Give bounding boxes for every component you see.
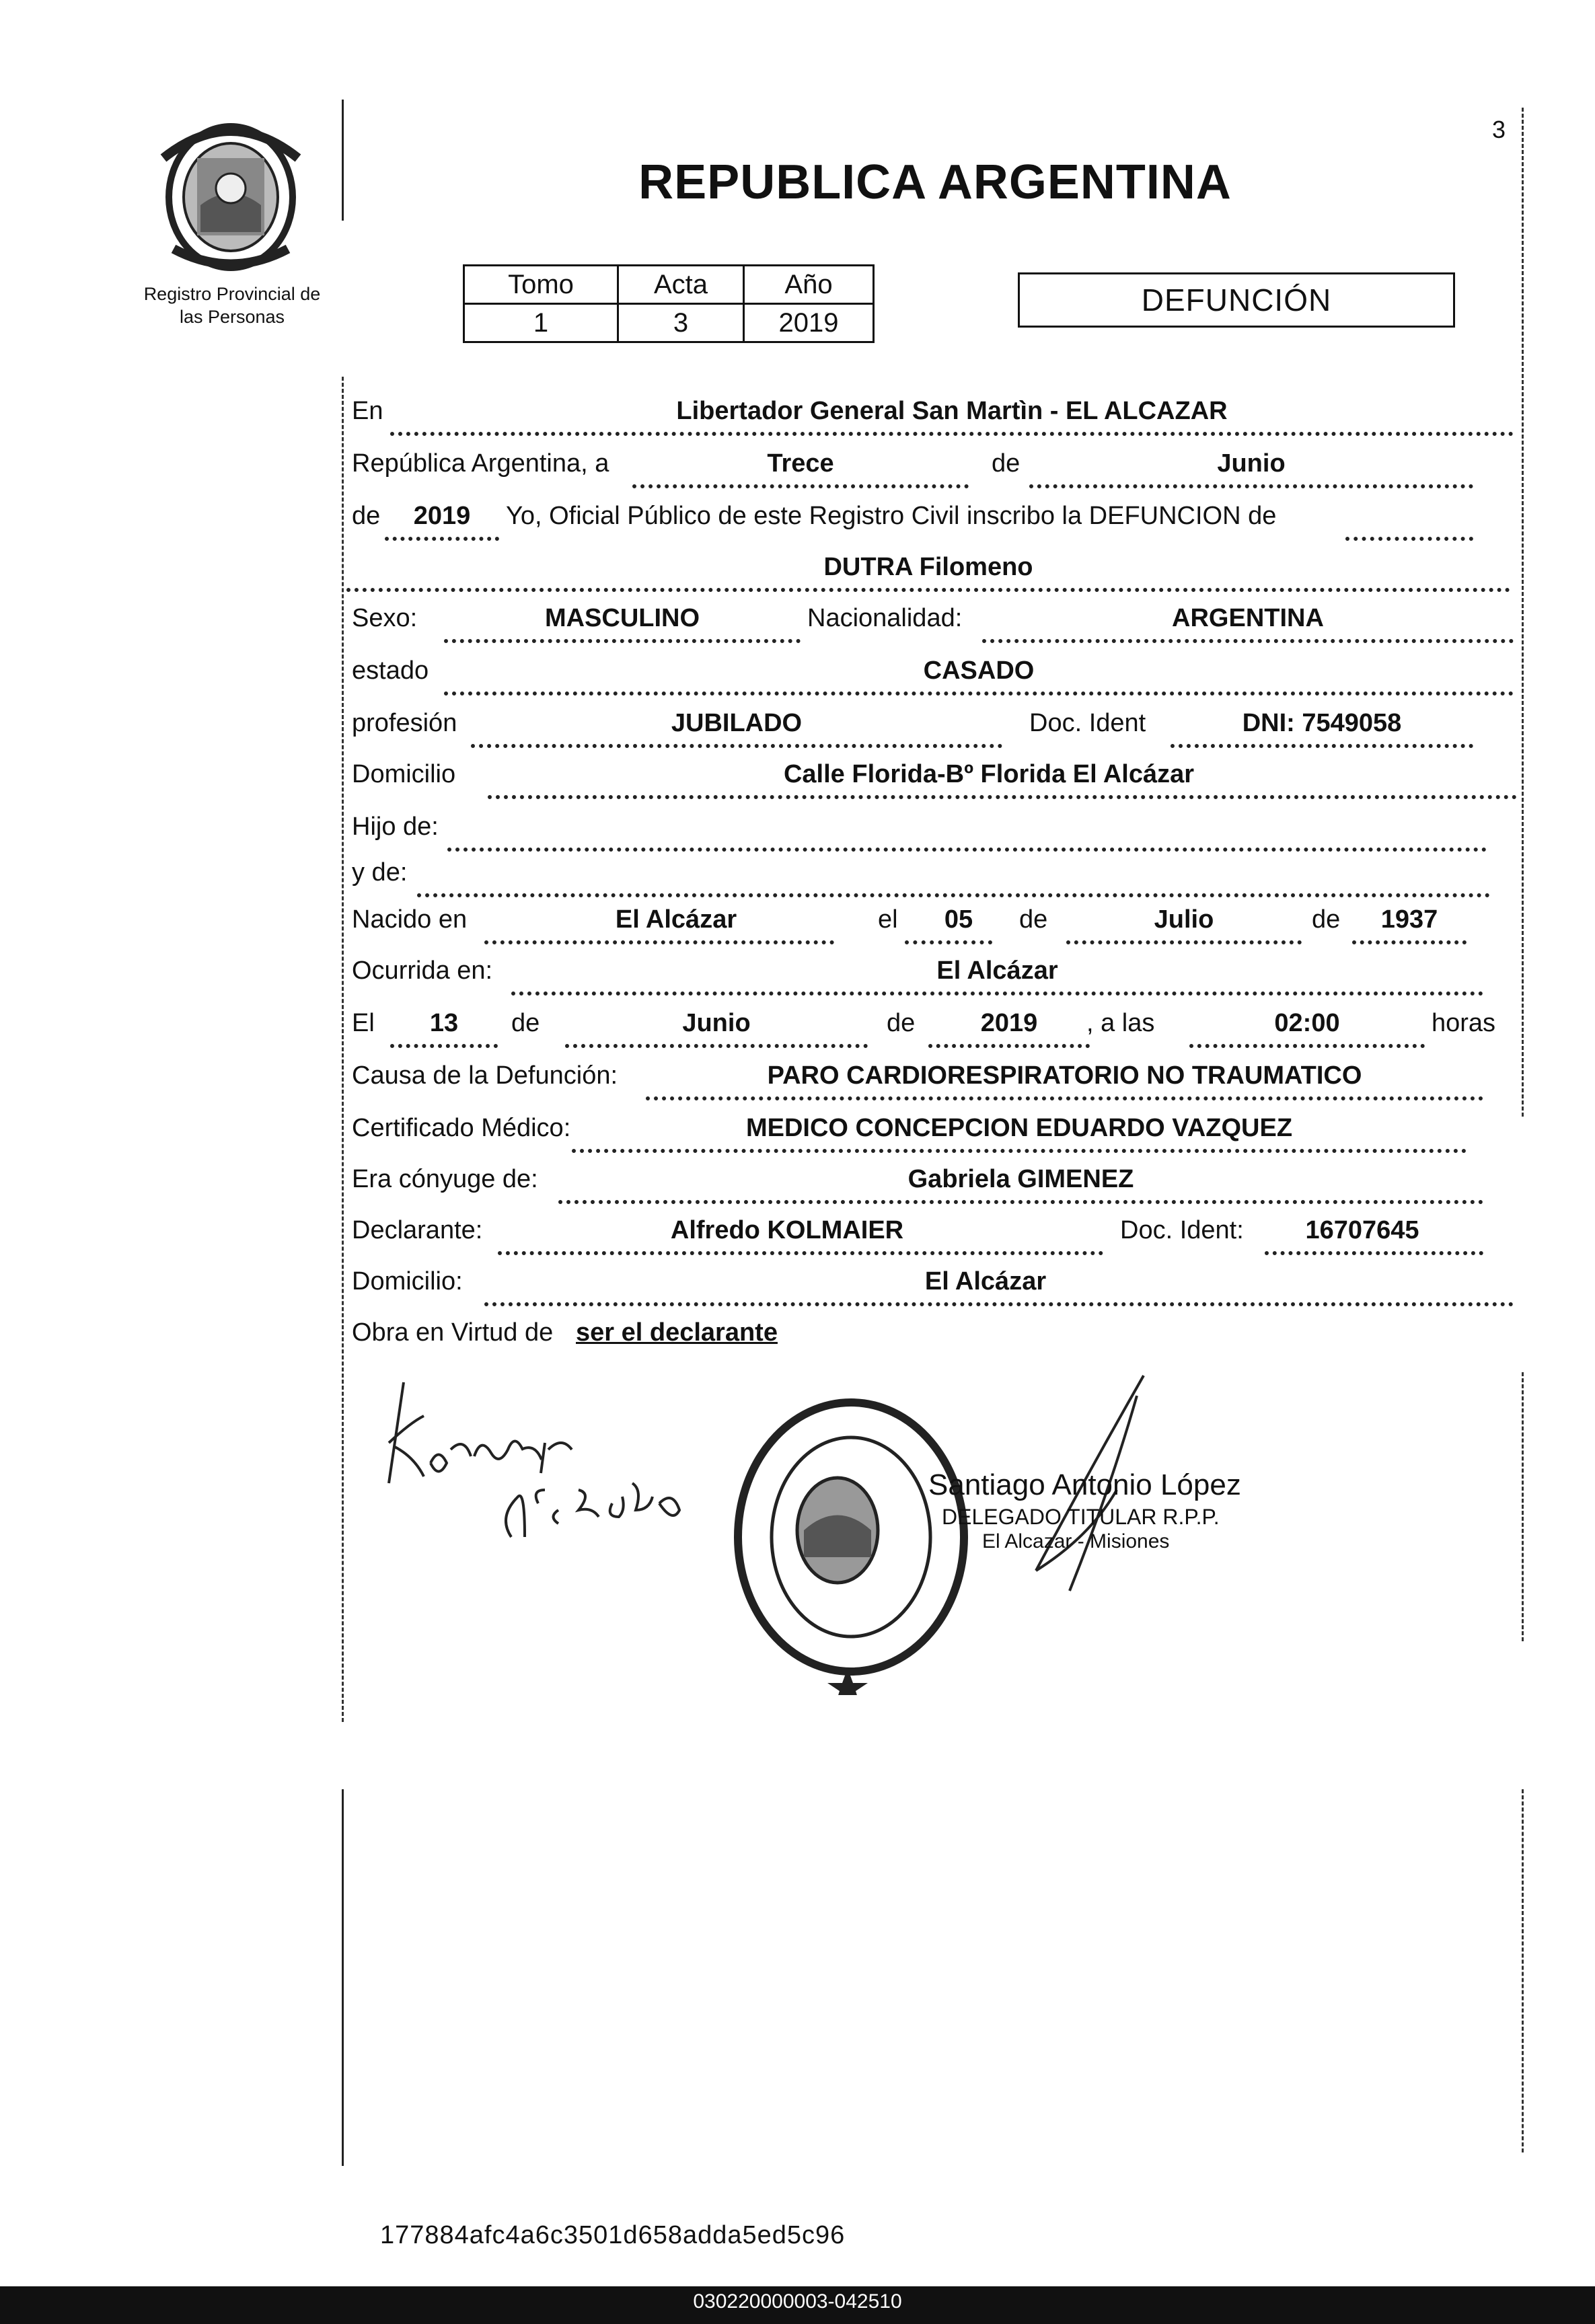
domicilio-value: Calle Florida-Bº Florida El Alcázar: [783, 760, 1195, 788]
de-label: de: [992, 449, 1021, 478]
document-hash: 177884afc4a6c3501d658adda5ed5c96: [380, 2221, 846, 2249]
de-label-4: de: [1312, 905, 1341, 934]
nacido-en-label: Nacido en: [352, 905, 468, 934]
El-label: El: [352, 1009, 375, 1037]
de-label-2: de: [352, 502, 381, 530]
record-table-header-row: [464, 266, 874, 304]
y-de-label: y de:: [352, 858, 408, 887]
en-value: Libertador General San Martìn - EL ALCAZAR: [676, 397, 1228, 425]
inscribo-dots: [1345, 537, 1473, 541]
a-las-label: , a las: [1086, 1009, 1155, 1037]
profesion-label: profesión: [352, 709, 457, 737]
sexo-dots: [444, 639, 801, 643]
nacido-en-value: El Alcázar: [615, 905, 737, 934]
estado-label: estado: [352, 657, 429, 685]
declarante-label: Declarante:: [352, 1216, 483, 1244]
hijo-de-label: Hijo de:: [352, 813, 439, 841]
ocurrida-label: Ocurrida en:: [352, 957, 493, 985]
nac-anio-dots: [1352, 940, 1467, 944]
conyuge-value: Gabriela GIMENEZ: [907, 1165, 1134, 1193]
domicilio-label: Domicilio: [352, 760, 456, 788]
certificado-label: Certificado Médico:: [352, 1114, 571, 1142]
acta-header: Acta: [618, 266, 744, 304]
de-label-6: de: [887, 1009, 916, 1037]
causa-dots: [646, 1096, 1483, 1100]
officer-location: El Alcazar - Misiones: [982, 1530, 1170, 1552]
doc-ident-dots: [1171, 744, 1473, 748]
officer-name: Santiago Antonio López: [928, 1468, 1241, 1501]
doc-ident-value: DNI: 7549058: [1242, 709, 1402, 737]
profesion-value: JUBILADO: [671, 709, 803, 737]
officer-title: DELEGADO TITULAR R.P.P.: [942, 1505, 1220, 1529]
nac-mes-dots: [1066, 940, 1302, 944]
page-number: 3: [1492, 116, 1506, 143]
barcode-text: 030220000003-042510: [693, 2290, 902, 2313]
record-table: [463, 264, 875, 343]
doc-ident-label: Doc. Ident: [1029, 709, 1146, 737]
dia-value: Trece: [767, 449, 834, 478]
inscribo-text: Yo, Oficial Público de este Registro Civil inscribo la DEFUNCION de: [506, 502, 1277, 530]
declarante-dots: [498, 1251, 1103, 1255]
margin-line-left-top: [342, 100, 344, 221]
estado-dots: [444, 691, 1514, 696]
profesion-dots: [471, 744, 1002, 748]
obra-value: ser el declarante: [576, 1318, 778, 1347]
record-table-value-row: [464, 304, 874, 342]
province-crest-logo: [160, 118, 301, 272]
obra-label: Obra en Virtud de: [352, 1318, 554, 1347]
dia-dots: [632, 484, 969, 488]
hora-value: 02:00: [1274, 1009, 1340, 1037]
nac-anio-value: 1937: [1380, 905, 1438, 934]
nacionalidad-label: Nacionalidad:: [807, 604, 963, 632]
nombre-dots: [346, 588, 1510, 592]
causa-label: Causa de la Defunción:: [352, 1061, 618, 1090]
acta-value: 3: [618, 304, 744, 342]
certificado-value: MEDICO CONCEPCION EDUARDO VAZQUEZ: [745, 1114, 1293, 1142]
doc-ident2-value: 16707645: [1305, 1216, 1419, 1244]
nac-dia-dots: [905, 940, 992, 944]
el-label: el: [878, 905, 898, 934]
conyuge-dots: [558, 1200, 1483, 1204]
anio-header: Año: [744, 266, 874, 304]
anio-value-form: 2019: [413, 502, 471, 530]
tomo-value: 1: [464, 304, 618, 342]
anio-dots: [385, 537, 499, 541]
ocurrida-dots: [511, 991, 1483, 996]
en-dots: [390, 432, 1514, 436]
republica-label: República Argentina, a: [352, 449, 609, 478]
anio-value: 2019: [744, 304, 874, 342]
doc-ident2-label: Doc. Ident:: [1120, 1216, 1244, 1244]
hora-dots: [1189, 1044, 1425, 1048]
de-label-5: de: [511, 1009, 540, 1037]
nac-mes-value: Julio: [1154, 905, 1214, 934]
y-de-dots: [417, 893, 1490, 897]
record-type-box: DEFUNCIÓN: [1018, 272, 1455, 328]
def-anio-value: 2019: [980, 1009, 1038, 1037]
horas-label: horas: [1432, 1009, 1496, 1037]
certificado-dots: [572, 1149, 1467, 1153]
registry-caption: Registro Provincial de las Personas: [143, 284, 321, 327]
sexo-label: Sexo:: [352, 604, 418, 632]
def-mes-dots: [565, 1044, 868, 1048]
nombre-value: DUTRA Filomeno: [823, 553, 1033, 581]
def-mes-value: Junio: [682, 1009, 751, 1037]
def-dia-value: 13: [429, 1009, 459, 1037]
margin-line-left: [342, 377, 344, 1722]
margin-line-left-bottom: [342, 1789, 344, 2166]
def-dia-dots: [390, 1044, 498, 1048]
domicilio2-dots: [484, 1302, 1514, 1306]
doc-ident2-dots: [1265, 1251, 1483, 1255]
domicilio-dots: [488, 795, 1517, 799]
page-title: REPUBLICA ARGENTINA: [638, 155, 1232, 209]
ocurrida-value: El Alcázar: [936, 957, 1058, 985]
de-label-3: de: [1019, 905, 1048, 934]
declarante-value: Alfredo KOLMAIER: [670, 1216, 904, 1244]
mes-dots: [1029, 484, 1473, 488]
estado-value: CASADO: [923, 657, 1035, 685]
causa-value: PARO CARDIORESPIRATORIO NO TRAUMATICO: [767, 1061, 1362, 1090]
en-label: En: [352, 397, 383, 425]
registry-stamp: [730, 1386, 972, 1695]
def-anio-dots: [928, 1044, 1090, 1048]
margin-line-right-bottom: [1522, 1789, 1524, 2152]
mes-value: Junio: [1217, 449, 1286, 478]
nacionalidad-value: ARGENTINA: [1172, 604, 1324, 632]
domicilio2-label: Domicilio:: [352, 1267, 463, 1296]
nac-dia-value: 05: [944, 905, 973, 934]
sexo-value: MASCULINO: [544, 604, 700, 632]
declarant-signature: [377, 1369, 727, 1544]
margin-line-right-mid: [1522, 1372, 1524, 1641]
domicilio2-value: El Alcázar: [924, 1267, 1047, 1296]
nacionalidad-dots: [982, 639, 1514, 643]
tomo-header: Tomo: [464, 266, 618, 304]
margin-line-right: [1522, 108, 1524, 1117]
hijo-de-dots: [447, 848, 1487, 852]
conyuge-label: Era cónyuge de:: [352, 1165, 538, 1193]
nacido-en-dots: [484, 940, 834, 944]
